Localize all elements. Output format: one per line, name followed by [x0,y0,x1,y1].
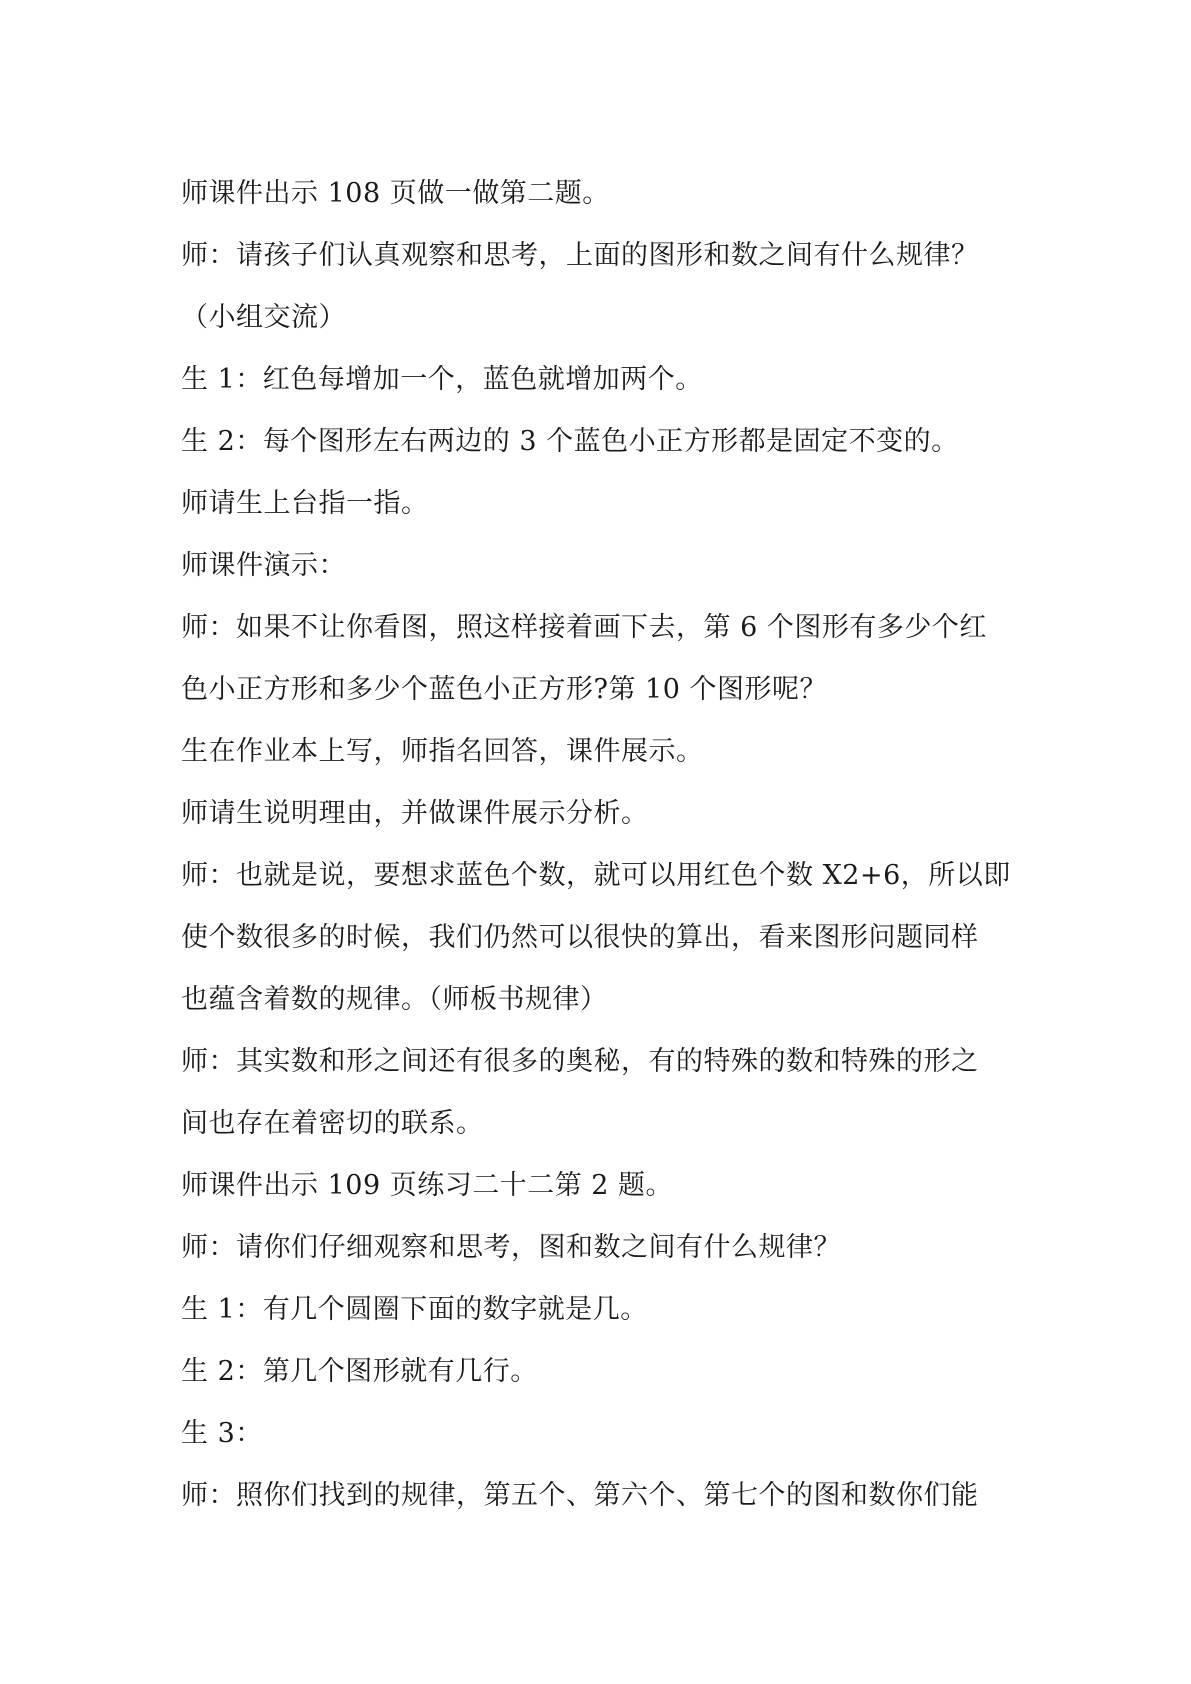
text-line: 使个数很多的时候，我们仍然可以很快的算出，看来图形问题同样 [181,922,979,953]
text-line: 色小正方形和多少个蓝色小正方形?第 10 个图形呢？ [181,674,827,705]
text-line: （小组交流） [181,302,346,333]
text-line: 生在作业本上写，师指名回答，课件展示。 [181,736,704,767]
text-line: 师请生上台指一指。 [181,488,429,519]
text-line: 师课件出示 108 页做一做第二题。 [181,178,610,209]
text-line: 师：照你们找到的规律，第五个、第六个、第七个的图和数你们能 [181,1480,979,1511]
text-line: 师：其实数和形之间还有很多的奥秘，有的特殊的数和特殊的形之 [181,1046,979,1077]
text-line: 师：请孩子们认真观察和思考，上面的图形和数之间有什么规律？ [181,240,979,271]
text-line: 间也存在着密切的联系。 [181,1108,484,1139]
text-line: 生 1：红色每增加一个，蓝色就增加两个。 [181,364,703,395]
text-line: 师课件出示 109 页练习二十二第 2 题。 [181,1170,674,1201]
text-line: 师课件演示： [181,550,346,581]
text-line: 也蕴含着数的规律。（师板书规律） [181,984,608,1015]
text-line: 师：请你们仔细观察和思考，图和数之间有什么规律？ [181,1232,841,1263]
text-line: 生 2：第几个图形就有几行。 [181,1356,538,1387]
document-body [181,163,1021,1527]
text-line: 师：也就是说，要想求蓝色个数，就可以用红色个数 X2+6，所以即 [181,860,1011,891]
text-line: 生 1：有几个圆圈下面的数字就是几。 [181,1294,648,1325]
text-line: 师请生说明理由，并做课件展示分析。 [181,798,649,829]
text-line: 生 2：每个图形左右两边的 3 个蓝色小正方形都是固定不变的。 [181,426,959,457]
text-line: 师：如果不让你看图，照这样接着画下去，第 6 个图形有多少个红 [181,612,987,643]
text-line: 生 3： [181,1418,263,1449]
